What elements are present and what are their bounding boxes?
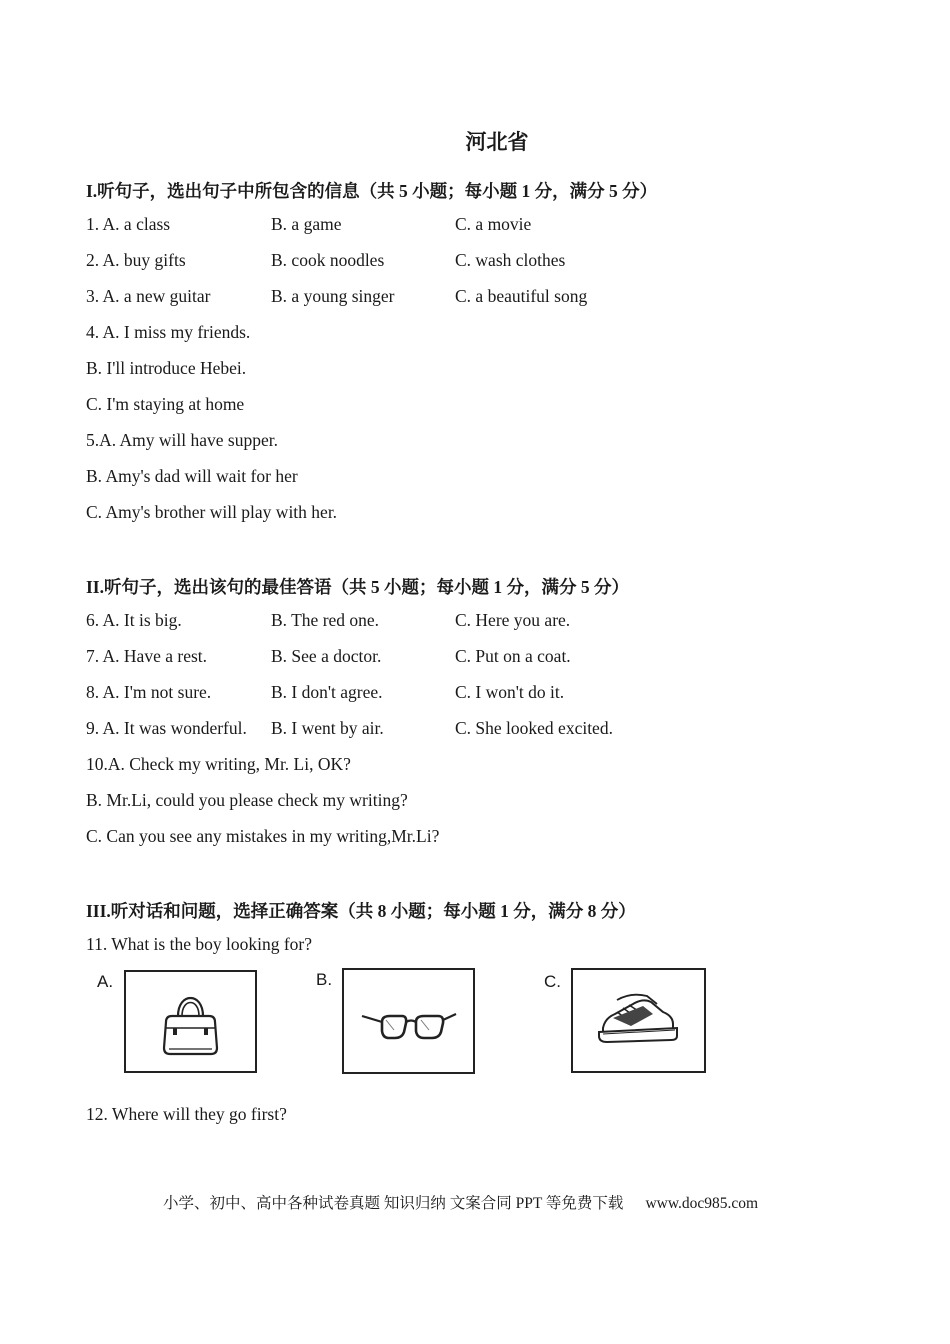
- question-3-option-a: 3. A. a new guitar: [86, 286, 211, 306]
- question-5-option-b: B. Amy's dad will wait for her: [86, 466, 298, 486]
- footer-url[interactable]: www.doc985.com: [645, 1195, 759, 1212]
- question-1-option-c: C. a movie: [455, 214, 532, 234]
- question-11-text: 11. What is the boy looking for?: [86, 934, 313, 954]
- question-5-option-a: 5.A. Amy will have supper.: [86, 430, 278, 450]
- question-2-option-a: 2. A. buy gifts: [86, 250, 186, 270]
- question-9-options: [86, 718, 786, 742]
- question-7-option-c: C. Put on a coat.: [455, 646, 571, 666]
- question-8-options: [86, 682, 786, 706]
- picture-a-label: A.: [97, 972, 114, 991]
- question-2-option-c: C. wash clothes: [455, 250, 566, 270]
- picture-b-label: B.: [316, 970, 333, 989]
- page-title: 河北省: [465, 130, 529, 154]
- question-8-option-b: B. I don't agree.: [271, 682, 383, 702]
- question-3-option-b: B. a young singer: [271, 286, 395, 306]
- question-6-option-c: C. Here you are.: [455, 610, 571, 630]
- question-9-option-a: 9. A. It was wonderful.: [86, 718, 247, 738]
- picture-a-box: [124, 970, 257, 1073]
- question-8-option-c: C. I won't do it.: [455, 682, 565, 702]
- question-1-options: [86, 214, 786, 238]
- sneaker-icon: [573, 970, 704, 1071]
- question-1-option-a: 1. A. a class: [86, 214, 171, 234]
- question-5-option-c: C. Amy's brother will play with her.: [86, 502, 338, 522]
- question-7-option-b: B. See a doctor.: [271, 646, 382, 666]
- question-4-option-a: 4. A. I miss my friends.: [86, 322, 251, 342]
- question-10-option-a: 10.A. Check my writing, Mr. Li, OK?: [86, 754, 351, 774]
- question-10-option-c: C. Can you see any mistakes in my writing,Mr.Li?: [86, 826, 440, 846]
- question-10-option-b: B. Mr.Li, could you please check my writing?: [86, 790, 408, 810]
- question-3-option-c: C. a beautiful song: [455, 286, 588, 306]
- question-9-option-c: C. She looked excited.: [455, 718, 613, 738]
- section-3-heading: III.听对话和问题，选择正确答案（共 8 小题；每小题 1 分，满分 8 分）: [86, 901, 636, 921]
- question-8-option-a: 8. A. I'm not sure.: [86, 682, 212, 702]
- question-6-option-a: 6. A. It is big.: [86, 610, 182, 630]
- section-1-heading: I.听句子，选出句子中所包含的信息（共 5 小题；每小题 1 分，满分 5 分）: [86, 181, 658, 201]
- question-1-option-b: B. a game: [271, 214, 342, 234]
- question-4-option-c: C. I'm staying at home: [86, 394, 245, 414]
- question-3-options: [86, 286, 786, 310]
- picture-b-box: [342, 968, 475, 1074]
- footer-text: 小学、初中、高中各种试卷真题 知识归纳 文案合同 PPT 等免费下载: [163, 1195, 624, 1212]
- question-7-options: [86, 646, 786, 670]
- picture-c-box: [571, 968, 706, 1073]
- question-6-option-b: B. The red one.: [271, 610, 380, 630]
- glasses-icon: [344, 970, 473, 1072]
- question-2-option-b: B. cook noodles: [271, 250, 385, 270]
- question-12-text: 12. Where will they go first?: [86, 1104, 287, 1124]
- question-6-options: [86, 610, 786, 634]
- section-2-heading: II.听句子，选出该句的最佳答语（共 5 小题；每小题 1 分，满分 5 分）: [86, 577, 629, 597]
- question-7-option-a: 7. A. Have a rest.: [86, 646, 208, 666]
- handbag-icon: [126, 972, 255, 1071]
- question-9-option-b: B. I went by air.: [271, 718, 384, 738]
- question-2-options: [86, 250, 786, 274]
- question-4-option-b: B. I'll introduce Hebei.: [86, 358, 247, 378]
- page-footer: [163, 1191, 758, 1213]
- picture-c-label: C.: [544, 972, 561, 991]
